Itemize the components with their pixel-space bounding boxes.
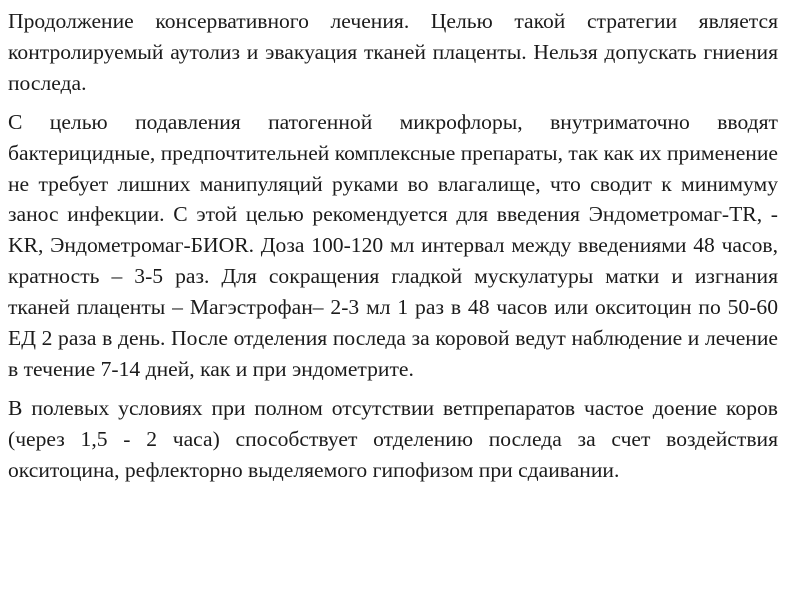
paragraph-conservative-treatment: Продолжение консервативного лечения. Целью такой стратегии является контролируемый аутолиз и эвакуация тканей плаценты. Нельзя допускать гниения последа. (8, 9, 778, 95)
paragraph-field-conditions: В полевых условиях при полном отсутствии ветпрепаратов частое доение коров (через 1,5 - 2 часа) способствует отделению последа за счет воздействия окситоцина, рефлекторно выделяемого гипофизом при сдаивании. (8, 395, 778, 482)
paragraph-microflora-suppression: С целью подавления патогенной микрофлоры, внутриматочно вводят бактерицидные, предпочтительней комплексные препараты, так как их применение не требует лишних манипуляций руками во влагалище, что сводит к минимуму занос инфекции. С этой целью рекомендуется для введения Эндометромаг-TR, -KR, Эндометромаг-БИОR. Доза 100-120 мл интервал между введениями 48 часов, кратность – 3-5 раз. Для сокращения гладкой мускулатуры матки и изгнания тканей плаценты – Магэстрофан– 2-3 мл 1 раз в 48 часов или окситоцин по 50-60 ЕД 2 раза в день. После отделения последа за коровой ведут наблюдение и лечение в течение 7-14 дней, как и при эндометрите. (8, 109, 778, 381)
